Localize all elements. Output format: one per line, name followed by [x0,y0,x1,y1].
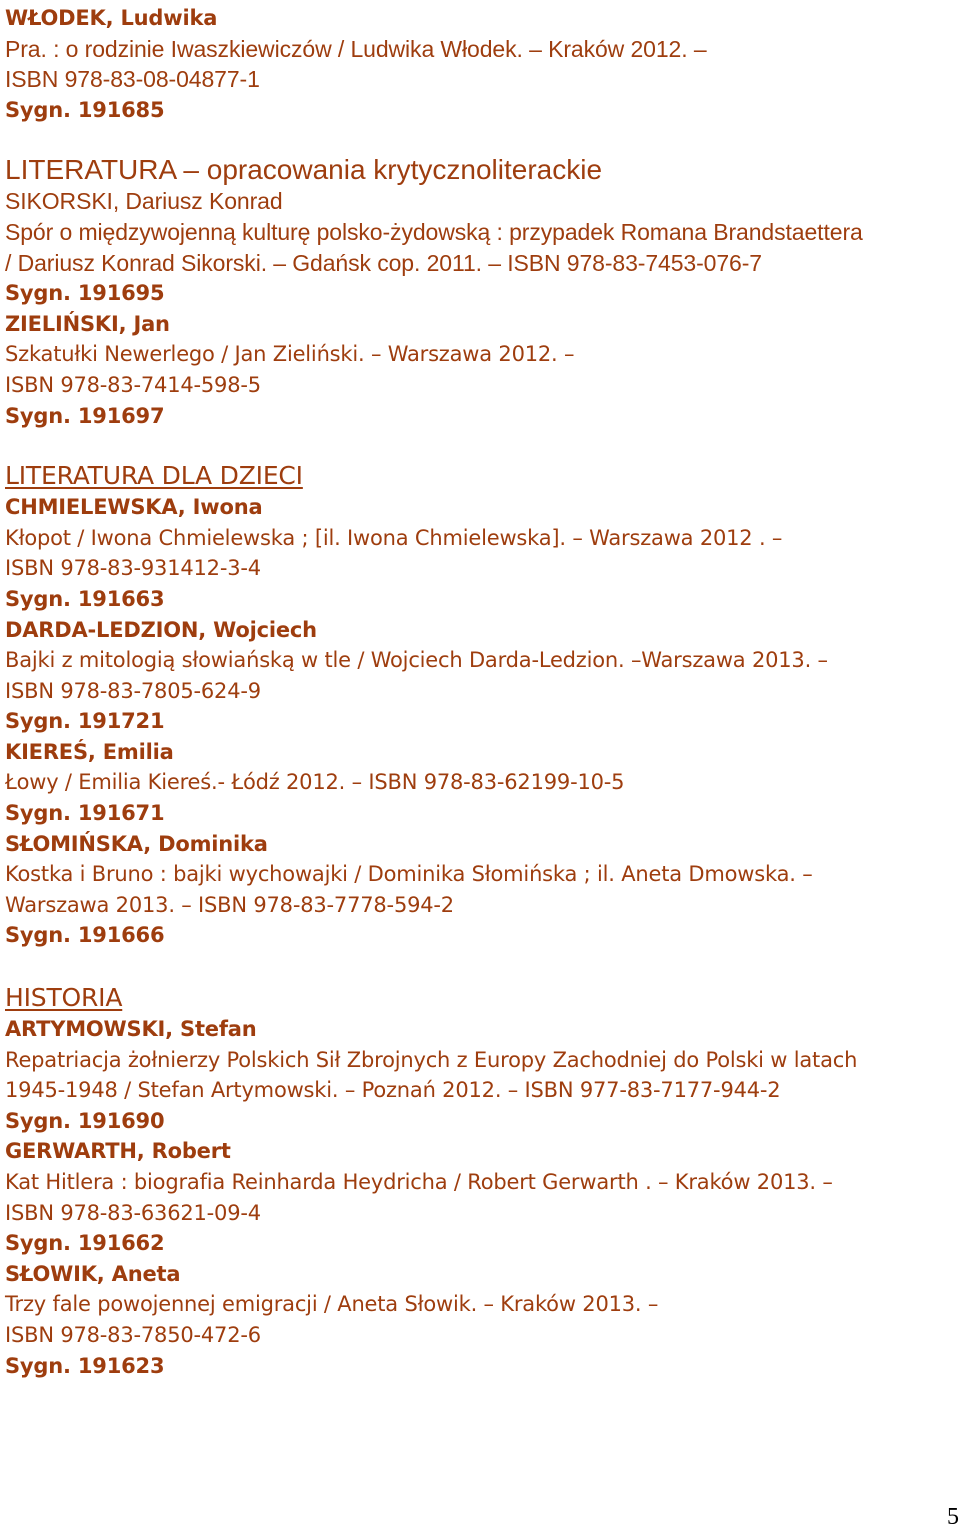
entry-author: CHMIELEWSKA, Iwona [5,495,263,520]
entry-sygn: Sygn. 191697 [5,403,165,428]
entry-title: Kłopot / Iwona Chmielewska ; [il. Iwona Chmielewska]. – Warszawa 2012 . – [5,525,783,550]
section-heading-literatura-dla-dzieci: LITERATURA DLA DZIECI [5,461,303,491]
entry-author: SIKORSKI, Dariusz Konrad [5,188,283,215]
entry-title-cont: Warszawa 2013. – ISBN 978-83-7778-594-2 [5,892,454,917]
section-heading-historia: HISTORIA [5,983,123,1013]
entry-isbn: ISBN 978-83-7805-624-9 [5,678,261,703]
entry-author: SŁOWIK, Aneta [5,1261,181,1286]
entry-title: Spór o międzywojenną kulturę polsko-żydowską : przypadek Romana Brandstaettera [5,218,863,245]
spacer [5,951,950,981]
entry-sygn: Sygn. 191685 [5,97,165,122]
entry-isbn: ISBN 978-83-08-04877-1 [5,66,260,93]
entry-sygn: Sygn. 191695 [5,281,165,306]
entry-title: Repatriacja żołnierzy Polskich Sił Zbrojnych z Europy Zachodniej do Polski w latach [5,1047,858,1072]
entry-author: GERWARTH, Robert [5,1139,231,1164]
entry-title: Trzy fale powojennej emigracji / Aneta Słowik. – Kraków 2013. – [5,1292,659,1317]
entry-author: DARDA-LEDZION, Wojciech [5,617,317,642]
entry-sygn: Sygn. 191721 [5,709,165,734]
entry-title-cont: 1945-1948 / Stefan Artymowski. – Poznań 2012. – ISBN 977-83-7177-944-2 [5,1078,781,1103]
bibliography-page [5,3,950,1381]
entry-isbn: ISBN 978-83-7850-472-6 [5,1322,261,1347]
entry-isbn: ISBN 978-83-931412-3-4 [5,556,261,581]
entry-author: KIEREŚ, Emilia [5,739,174,764]
entry-sygn: Sygn. 191663 [5,586,165,611]
entry-sygn: Sygn. 191623 [5,1353,165,1378]
entry-author: WŁODEK, Ludwika [5,6,218,30]
entry-author: SŁOMIŃSKA, Dominika [5,831,268,856]
entry-title: Pra. : o rodzinie Iwaszkiewiczów / Ludwika Włodek. – Kraków 2012. – [5,35,707,62]
section-heading-literatura: LITERATURA – opracowania krytycznoliterackie [5,154,603,186]
entry-title: Kostka i Bruno : bajki wychowajki / Dominika Słomińska ; il. Aneta Dmowska. – [5,862,813,887]
spacer [5,431,950,459]
entry-isbn: ISBN 978-83-7414-598-5 [5,372,261,397]
entry-sygn: Sygn. 191662 [5,1231,165,1256]
entry-sygn: Sygn. 191671 [5,801,165,826]
entry-author: ZIELIŃSKI, Jan [5,311,170,336]
entry-title: Bajki z mitologią słowiańską w tle / Wojciech Darda-Ledzion. –Warszawa 2013. – [5,648,828,673]
spacer [5,125,950,153]
entry-isbn: ISBN 978-83-63621-09-4 [5,1200,261,1225]
entry-author: ARTYMOWSKI, Stefan [5,1017,257,1042]
entry-title: Łowy / Emilia Kiereś.- Łódź 2012. – ISBN 978-83-62199-10-5 [5,770,625,795]
entry-sygn: Sygn. 191666 [5,923,165,948]
entry-title: Kat Hitlera : biografia Reinharda Heydricha / Robert Gerwarth . – Kraków 2013. – [5,1170,833,1194]
page-number: 5 [947,1504,959,1530]
entry-title-cont: / Dariusz Konrad Sikorski. – Gdańsk cop. 2011. – ISBN 978-83-7453-076-7 [5,249,762,276]
entry-title: Szkatułki Newerlego / Jan Zieliński. – Warszawa 2012. – [5,342,575,367]
entry-sygn: Sygn. 191690 [5,1108,165,1133]
